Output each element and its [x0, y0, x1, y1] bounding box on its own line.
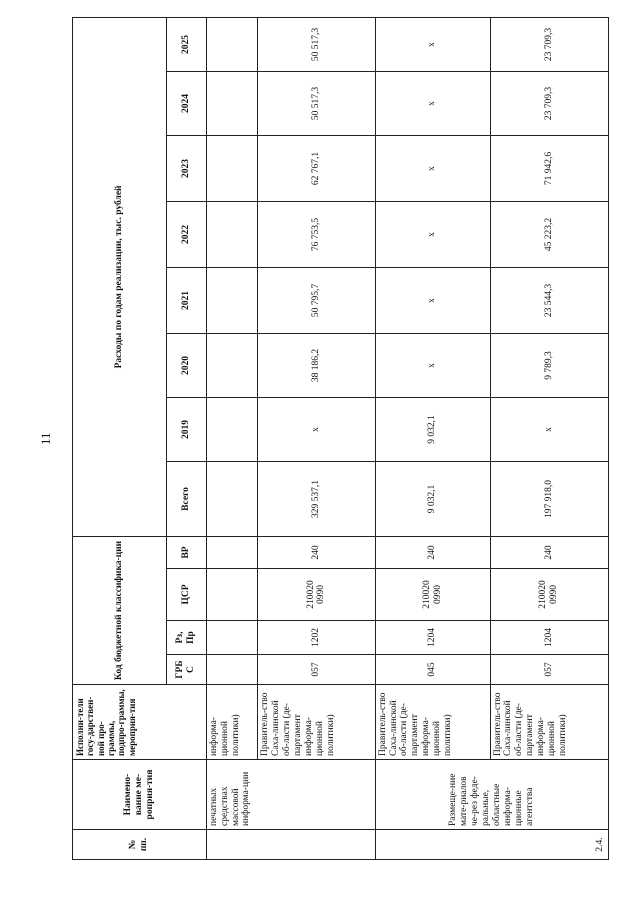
table-row	[258, 17, 375, 859]
row-1-2025: 50 517,3	[258, 17, 375, 71]
row-1-grbs: 057	[258, 655, 375, 685]
header-grbs: ГРБ С	[166, 655, 206, 685]
row-3-exec: Правитель-ство Саха-линской об-ласти (де-партамент информа-ционной политики)	[490, 685, 608, 760]
row-1-exec-b: Правитель-ство Саха-линской об-ласти (де-партамент информа-ционной политики)	[258, 685, 375, 760]
header-2020: 2020	[166, 333, 206, 397]
header-2019: 2019	[166, 397, 206, 461]
header-rz: Рз, Пр	[166, 621, 206, 655]
header-num: № пп.	[73, 830, 207, 860]
header-vr: ВР	[166, 536, 206, 568]
row-3-total: 197 918,0	[490, 461, 608, 536]
header-total: Всего	[166, 461, 206, 536]
row-1-2020: 38 186,2	[258, 333, 375, 397]
row-1-num	[206, 830, 375, 860]
header-csr: ЦСР	[166, 569, 206, 621]
header-2024: 2024	[166, 71, 206, 135]
row-2-exec: Правитель-ство Саха-линской об-ласти (де-партамент информа-ционной политики)	[375, 685, 490, 760]
row-1-total: 329 537,1	[258, 461, 375, 536]
row-3-2022: 45 223,2	[490, 201, 608, 267]
header-name: Наимено-вание ме-роприя-тия	[73, 760, 207, 830]
budget-table-wrapper	[72, 18, 609, 860]
row-2-2020: x	[375, 333, 490, 397]
row-1-exec-a: информа-ционной политики)	[206, 685, 258, 760]
row-3-2020: 9 789,3	[490, 333, 608, 397]
row-1-name: печатных средствах массовой информа-ции	[206, 760, 375, 830]
row-3-2025: 23 709,3	[490, 17, 608, 71]
row-2-num: 2.4.	[375, 830, 608, 860]
row-1-2019: x	[258, 397, 375, 461]
row-2-2021: x	[375, 267, 490, 333]
header-budget-code: Код бюджетной классифика-ции	[73, 536, 167, 684]
row-1-rz: 1202	[258, 621, 375, 655]
row-2-2024: x	[375, 71, 490, 135]
header-2021: 2021	[166, 267, 206, 333]
row-3-rz: 1204	[490, 621, 608, 655]
row-2-csr: 210020 0990	[375, 569, 490, 621]
header-expenses: Расходы по годам реализации, тыс. рублей	[73, 17, 167, 536]
row-3-csr: 210020 0990	[490, 569, 608, 621]
row-3-vr: 240	[490, 536, 608, 568]
header-2025: 2025	[166, 17, 206, 71]
row-2-name: Размеще-ние мате-риалов че-рез феде-ральные, областные информа-ционные агентства	[375, 760, 608, 830]
row-2-2022: x	[375, 201, 490, 267]
row-1-2021: 50 795,7	[258, 267, 375, 333]
table-row	[375, 17, 490, 859]
row-3-2019: x	[490, 397, 608, 461]
row-1-csr: 210020 0990	[258, 569, 375, 621]
header-2022: 2022	[166, 201, 206, 267]
row-3-grbs: 057	[490, 655, 608, 685]
table-row	[206, 17, 258, 859]
row-2-grbs: 045	[375, 655, 490, 685]
row-2-2025: x	[375, 17, 490, 71]
row-2-2023: x	[375, 135, 490, 201]
budget-table	[72, 17, 609, 860]
row-2-vr: 240	[375, 536, 490, 568]
row-2-2019: 9 032,1	[375, 397, 490, 461]
row-2-total: 9 032,1	[375, 461, 490, 536]
page-number: 11	[38, 432, 53, 445]
header-2023: 2023	[166, 135, 206, 201]
row-3-2021: 23 544,3	[490, 267, 608, 333]
row-1-2024: 50 517,3	[258, 71, 375, 135]
row-3-2023: 71 942,6	[490, 135, 608, 201]
row-1-2023: 62 767,1	[258, 135, 375, 201]
row-1-2022: 76 753,5	[258, 201, 375, 267]
row-3-2024: 23 709,3	[490, 71, 608, 135]
header-executors: Исполни-тели госу-дарствен-ной про-граммы, подпро-граммы, мероприя-тия	[73, 685, 207, 760]
table-row	[490, 17, 608, 859]
row-2-rz: 1204	[375, 621, 490, 655]
row-1-vr: 240	[258, 536, 375, 568]
